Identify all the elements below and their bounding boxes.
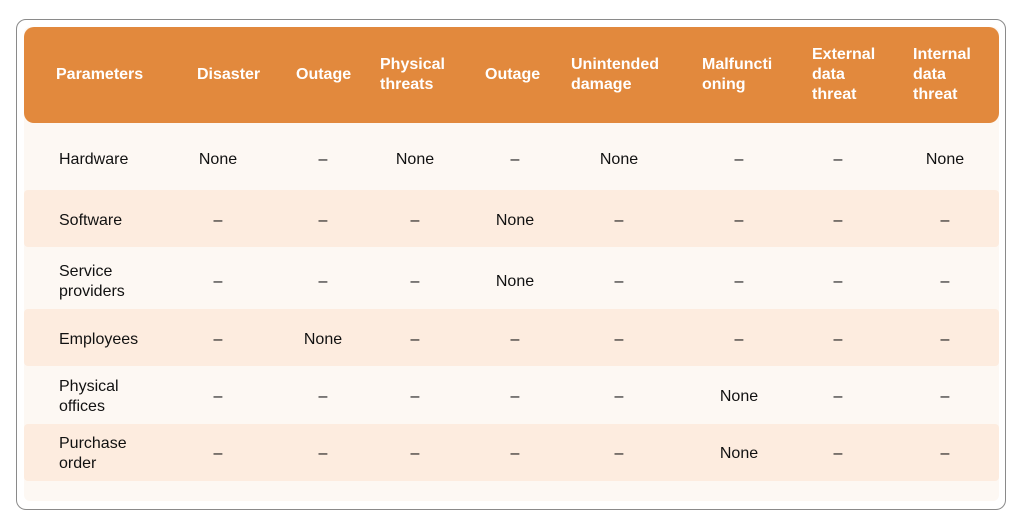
table-cell: None (719, 445, 759, 462)
column-header-line: Physical (380, 56, 445, 73)
table-cell: – (833, 388, 843, 405)
column-header-line: oning (702, 76, 746, 93)
table-cell: None (303, 331, 343, 348)
column-header (485, 65, 540, 85)
table-cell: – (614, 331, 624, 348)
table-cell: – (410, 212, 420, 229)
table-cell: – (410, 445, 420, 462)
row-label-line: order (59, 455, 97, 472)
row-label (59, 330, 179, 350)
table-cell: – (940, 331, 950, 348)
table-cell: – (734, 273, 744, 290)
column-header-line: threat (812, 86, 857, 103)
row-label (59, 150, 179, 170)
table-cell: None (719, 388, 759, 405)
table-cell: – (410, 331, 420, 348)
column-header-line: Disaster (197, 66, 261, 83)
column-header-line: threats (380, 76, 434, 93)
table-cell: – (614, 388, 624, 405)
row-label-line: Physical (59, 378, 119, 395)
table-cell: – (318, 212, 328, 229)
table-cell: – (614, 212, 624, 229)
table-cell: – (940, 212, 950, 229)
table-cell: – (318, 388, 328, 405)
column-header (702, 55, 772, 95)
row-label-line: Software (59, 212, 123, 229)
table-cell: None (599, 151, 639, 168)
column-header-line: data (913, 66, 946, 83)
row-label-line: providers (59, 283, 125, 300)
table-cell: – (318, 273, 328, 290)
column-header-line: Malfuncti (702, 56, 773, 73)
table-cell: None (495, 273, 535, 290)
column-header-line: Outage (485, 66, 541, 83)
table-cell: – (318, 151, 328, 168)
row-label (59, 434, 179, 474)
column-header-line: External (812, 46, 876, 63)
table-cell: – (213, 273, 223, 290)
column-header (812, 45, 875, 105)
row-label (59, 377, 179, 417)
table-cell: – (734, 331, 744, 348)
column-header-line: Outage (296, 66, 352, 83)
table-cell: – (213, 445, 223, 462)
column-header (296, 65, 351, 85)
table-cell: – (510, 445, 520, 462)
table-cell: – (734, 151, 744, 168)
table-cell: None (495, 212, 535, 229)
table-cell: – (833, 445, 843, 462)
table-cell: – (940, 388, 950, 405)
table-cell: None (198, 151, 238, 168)
table-cell: – (614, 445, 624, 462)
column-header-line: Internal (913, 46, 971, 63)
column-header (913, 45, 971, 105)
table-cell: – (213, 388, 223, 405)
column-header (380, 55, 445, 95)
table-cell: – (614, 273, 624, 290)
column-header-line: Parameters (56, 66, 144, 83)
table-cell: – (318, 445, 328, 462)
table-cell: – (833, 273, 843, 290)
row-label (59, 211, 179, 231)
table-cell: – (940, 445, 950, 462)
column-header-line: threat (913, 86, 958, 103)
table-cell: – (410, 388, 420, 405)
table-cell: – (510, 151, 520, 168)
row-label-line: offices (59, 398, 105, 415)
row-label-line: Service (59, 263, 113, 280)
column-header-line: damage (571, 76, 632, 93)
table-cell: – (213, 212, 223, 229)
column-header (571, 55, 659, 95)
row-label (59, 262, 179, 302)
table-cell: – (734, 212, 744, 229)
table-cell: – (833, 331, 843, 348)
row-label-line: Hardware (59, 151, 129, 168)
table-cell: – (213, 331, 223, 348)
column-header (197, 65, 260, 85)
table-cell: – (410, 273, 420, 290)
table-cell: – (940, 273, 950, 290)
column-header (56, 65, 143, 85)
column-header-line: data (812, 66, 845, 83)
row-label-line: Purchase (59, 435, 127, 452)
table-cell: – (833, 212, 843, 229)
table-cell: – (833, 151, 843, 168)
table-cell: None (395, 151, 435, 168)
table-cell: – (510, 331, 520, 348)
row-label-line: Employees (59, 331, 139, 348)
column-header-line: Unintended (571, 56, 659, 73)
table-cell: None (925, 151, 965, 168)
table-cell: – (510, 388, 520, 405)
